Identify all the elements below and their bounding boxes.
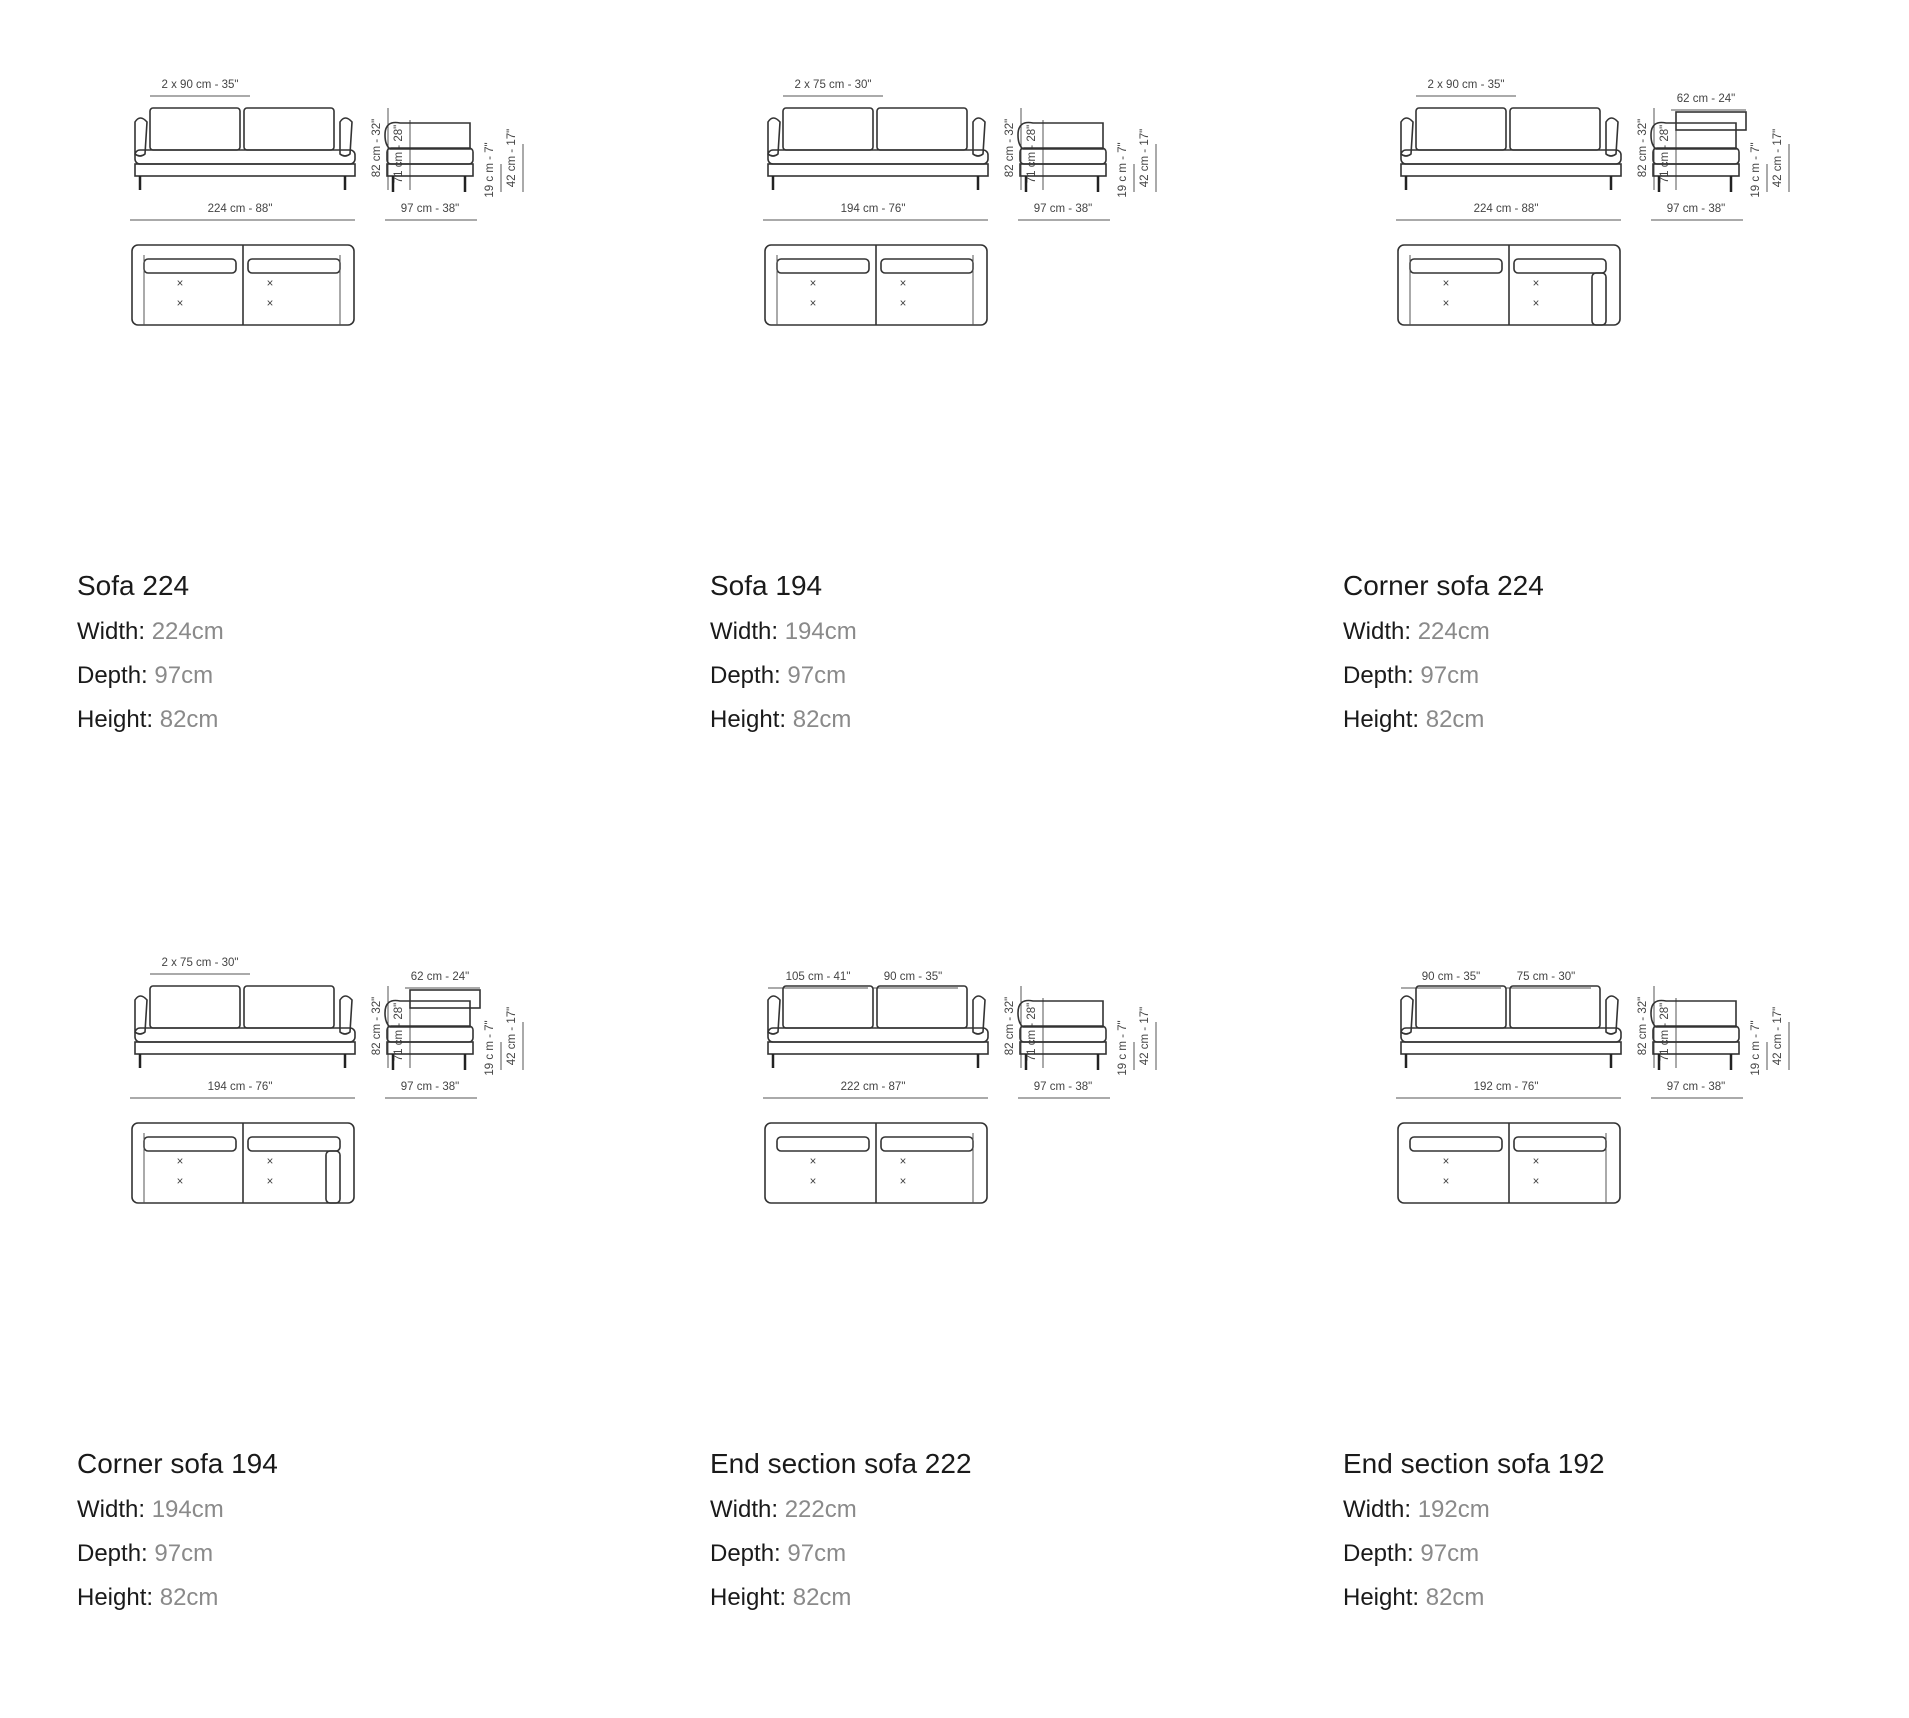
spec-label: Depth: [77,662,148,689]
product-info [77,1444,597,1620]
spec-height [77,1576,597,1620]
seat-marker-icon: × [899,278,907,290]
top-view [1398,1123,1620,1203]
dim-height-3: 19 c m - 7" [1750,1020,1762,1076]
spec-height [1343,698,1863,742]
dim-total: 222 cm - 87" [840,1081,906,1093]
dim-height-3: 19 c m - 7" [484,1020,496,1076]
spec-value: 97cm [154,662,214,689]
seat-marker-icon: × [1442,298,1450,310]
side-view [385,971,523,1098]
dim-height-4: 42 cm - 17" [506,1006,518,1066]
dim-height-1: 82 cm - 32" [371,996,383,1056]
dim-total: 224 cm - 88" [207,203,273,215]
spec-value: 97cm [154,1540,214,1567]
spec-value: 82cm [159,1584,219,1611]
seat-marker-icon: × [176,298,184,310]
product-info [710,1444,1230,1620]
dim-cushions: 2 x 75 cm - 30" [794,79,872,91]
spec-width [710,1488,1230,1532]
spec-label: Width: [77,1496,146,1523]
dimension-drawing [673,40,1233,360]
spec-height [710,698,1230,742]
dim-cushion-b: 90 cm - 35" [883,971,943,983]
spec-height [1343,1576,1863,1620]
product-title[interactable]: Sofa 194 [710,570,823,601]
seat-marker-icon: × [809,1156,817,1168]
spec-value: 224cm [151,618,224,645]
dim-cushions: 2 x 75 cm - 30" [161,957,239,969]
front-view [1396,971,1676,1098]
dim-side-depth: 97 cm - 38" [1666,203,1726,215]
dim-height-1: 82 cm - 32" [1004,118,1016,178]
dim-height-1: 82 cm - 32" [371,118,383,178]
dim-height-3: 19 c m - 7" [1117,142,1129,198]
seat-marker-icon: × [266,1176,274,1188]
spec-value: 82cm [792,706,852,733]
product-card-corner-sofa-224[interactable] [1266,0,1866,840]
front-view [1396,79,1676,220]
dim-height-4: 42 cm - 17" [506,128,518,188]
product-card-sofa-224[interactable] [0,0,600,840]
spec-depth [1343,654,1863,698]
spec-value: 222cm [784,1496,857,1523]
dim-height-4: 42 cm - 17" [1772,1006,1784,1066]
product-card-sofa-194[interactable] [633,0,1233,840]
spec-value: 224cm [1417,618,1490,645]
sofa-drawing-svg [40,918,600,1238]
spec-width [1343,1488,1863,1532]
side-view [1651,93,1789,220]
dim-cushions: 2 x 90 cm - 35" [161,79,239,91]
dim-height-2: 71 cm - 28" [393,124,405,184]
seat-marker-icon: × [1532,298,1540,310]
spec-label: Width: [77,618,146,645]
seat-marker-icon: × [266,1156,274,1168]
spec-value: 194cm [784,618,857,645]
seat-marker-icon: × [809,278,817,290]
sofa-drawing-svg [1306,40,1866,360]
top-view [132,245,354,325]
dimension-drawing [40,40,600,360]
spec-value: 192cm [1417,1496,1490,1523]
dimension-drawing [1306,40,1866,360]
product-title[interactable]: End section sofa 192 [1343,1448,1605,1479]
top-view [1398,245,1620,325]
spec-label: Height: [710,706,787,733]
dim-height-4: 42 cm - 17" [1772,128,1784,188]
side-view [1018,1001,1156,1099]
spec-label: Width: [1343,618,1412,645]
top-view [132,1123,354,1203]
dim-height-2: 71 cm - 28" [1659,124,1671,184]
dimension-drawing [673,918,1233,1238]
seat-marker-icon: × [1442,1176,1450,1188]
spec-label: Depth: [1343,662,1414,689]
spec-label: Depth: [710,662,781,689]
spec-label: Height: [710,1584,787,1611]
seat-marker-icon: × [899,298,907,310]
spec-value: 97cm [787,1540,847,1567]
dim-side-depth: 97 cm - 38" [1666,1081,1726,1093]
product-info [77,566,597,742]
product-info [710,566,1230,742]
spec-height [710,1576,1230,1620]
dim-side-depth: 97 cm - 38" [1033,203,1093,215]
side-view [385,123,523,221]
seat-marker-icon: × [899,1156,907,1168]
dimension-drawing [40,918,600,1238]
dim-side-depth: 97 cm - 38" [1033,1081,1093,1093]
dim-total: 192 cm - 76" [1473,1081,1539,1093]
spec-label: Height: [1343,1584,1420,1611]
spec-label: Width: [1343,1496,1412,1523]
spec-depth [77,654,597,698]
product-card-end-section-sofa-192[interactable] [1266,878,1866,1718]
spec-width [710,610,1230,654]
spec-label: Depth: [77,1540,148,1567]
spec-depth [77,1532,597,1576]
dim-cushion-a: 105 cm - 41" [785,971,851,983]
spec-label: Height: [77,706,154,733]
dim-height-1: 82 cm - 32" [1637,996,1649,1056]
product-title[interactable]: Corner sofa 194 [77,1448,278,1479]
dim-total: 224 cm - 88" [1473,203,1539,215]
product-title[interactable]: Corner sofa 224 [1343,570,1544,601]
spec-label: Height: [1343,706,1420,733]
dim-height-2: 71 cm - 28" [393,1002,405,1062]
spec-value: 82cm [792,1584,852,1611]
sofa-drawing-svg [673,40,1233,360]
spec-width [77,1488,597,1532]
front-view [763,79,1043,220]
dim-height-3: 19 c m - 7" [1750,142,1762,198]
seat-marker-icon: × [176,1176,184,1188]
dim-height-3: 19 c m - 7" [484,142,496,198]
product-title[interactable]: Sofa 224 [77,570,190,601]
dim-height-1: 82 cm - 32" [1004,996,1016,1056]
front-view [130,79,410,220]
seat-marker-icon: × [176,1156,184,1168]
spec-value: 97cm [787,662,847,689]
dim-cushion-b: 75 cm - 30" [1516,971,1576,983]
spec-depth [710,1532,1230,1576]
spec-depth [710,654,1230,698]
product-info [1343,566,1863,742]
dim-height-2: 71 cm - 28" [1026,124,1038,184]
sofa-drawing-svg [40,40,600,360]
spec-label: Depth: [710,1540,781,1567]
seat-marker-icon: × [266,278,274,290]
spec-label: Depth: [1343,1540,1414,1567]
sofa-drawing-svg [673,918,1233,1238]
seat-marker-icon: × [1442,278,1450,290]
spec-height [77,698,597,742]
front-view [130,957,410,1098]
seat-marker-icon: × [809,298,817,310]
dim-side-top: 62 cm - 24" [410,971,470,983]
dim-side-depth: 97 cm - 38" [400,203,460,215]
spec-value: 82cm [1425,1584,1485,1611]
seat-marker-icon: × [266,298,274,310]
product-title[interactable]: End section sofa 222 [710,1448,972,1479]
front-view [763,971,1043,1098]
dimension-drawing [1306,918,1866,1238]
spec-value: 194cm [151,1496,224,1523]
dim-cushion-a: 90 cm - 35" [1421,971,1481,983]
seat-marker-icon: × [1442,1156,1450,1168]
seat-marker-icon: × [1532,278,1540,290]
top-view [765,1123,987,1203]
dim-height-4: 42 cm - 17" [1139,1006,1151,1066]
dim-side-top: 62 cm - 24" [1676,93,1736,105]
sofa-drawing-svg [1306,918,1866,1238]
product-info [1343,1444,1863,1620]
top-view [765,245,987,325]
product-card-end-section-sofa-222[interactable] [633,878,1233,1718]
seat-marker-icon: × [1532,1176,1540,1188]
dim-height-3: 19 c m - 7" [1117,1020,1129,1076]
spec-label: Width: [710,618,779,645]
spec-depth [1343,1532,1863,1576]
dim-cushions: 2 x 90 cm - 35" [1427,79,1505,91]
spec-value: 97cm [1420,662,1480,689]
dim-height-2: 71 cm - 28" [1659,1002,1671,1062]
seat-marker-icon: × [809,1176,817,1188]
spec-width [77,610,597,654]
seat-marker-icon: × [1532,1156,1540,1168]
side-view [1018,123,1156,221]
spec-label: Height: [77,1584,154,1611]
seat-marker-icon: × [899,1176,907,1188]
side-view [1651,1001,1789,1099]
spec-width [1343,610,1863,654]
dim-height-4: 42 cm - 17" [1139,128,1151,188]
spec-value: 97cm [1420,1540,1480,1567]
product-card-corner-sofa-194[interactable] [0,878,600,1718]
spec-value: 82cm [1425,706,1485,733]
dim-total: 194 cm - 76" [207,1081,273,1093]
spec-value: 82cm [159,706,219,733]
dim-height-2: 71 cm - 28" [1026,1002,1038,1062]
dim-side-depth: 97 cm - 38" [400,1081,460,1093]
seat-marker-icon: × [176,278,184,290]
dim-height-1: 82 cm - 32" [1637,118,1649,178]
spec-label: Width: [710,1496,779,1523]
dim-total: 194 cm - 76" [840,203,906,215]
